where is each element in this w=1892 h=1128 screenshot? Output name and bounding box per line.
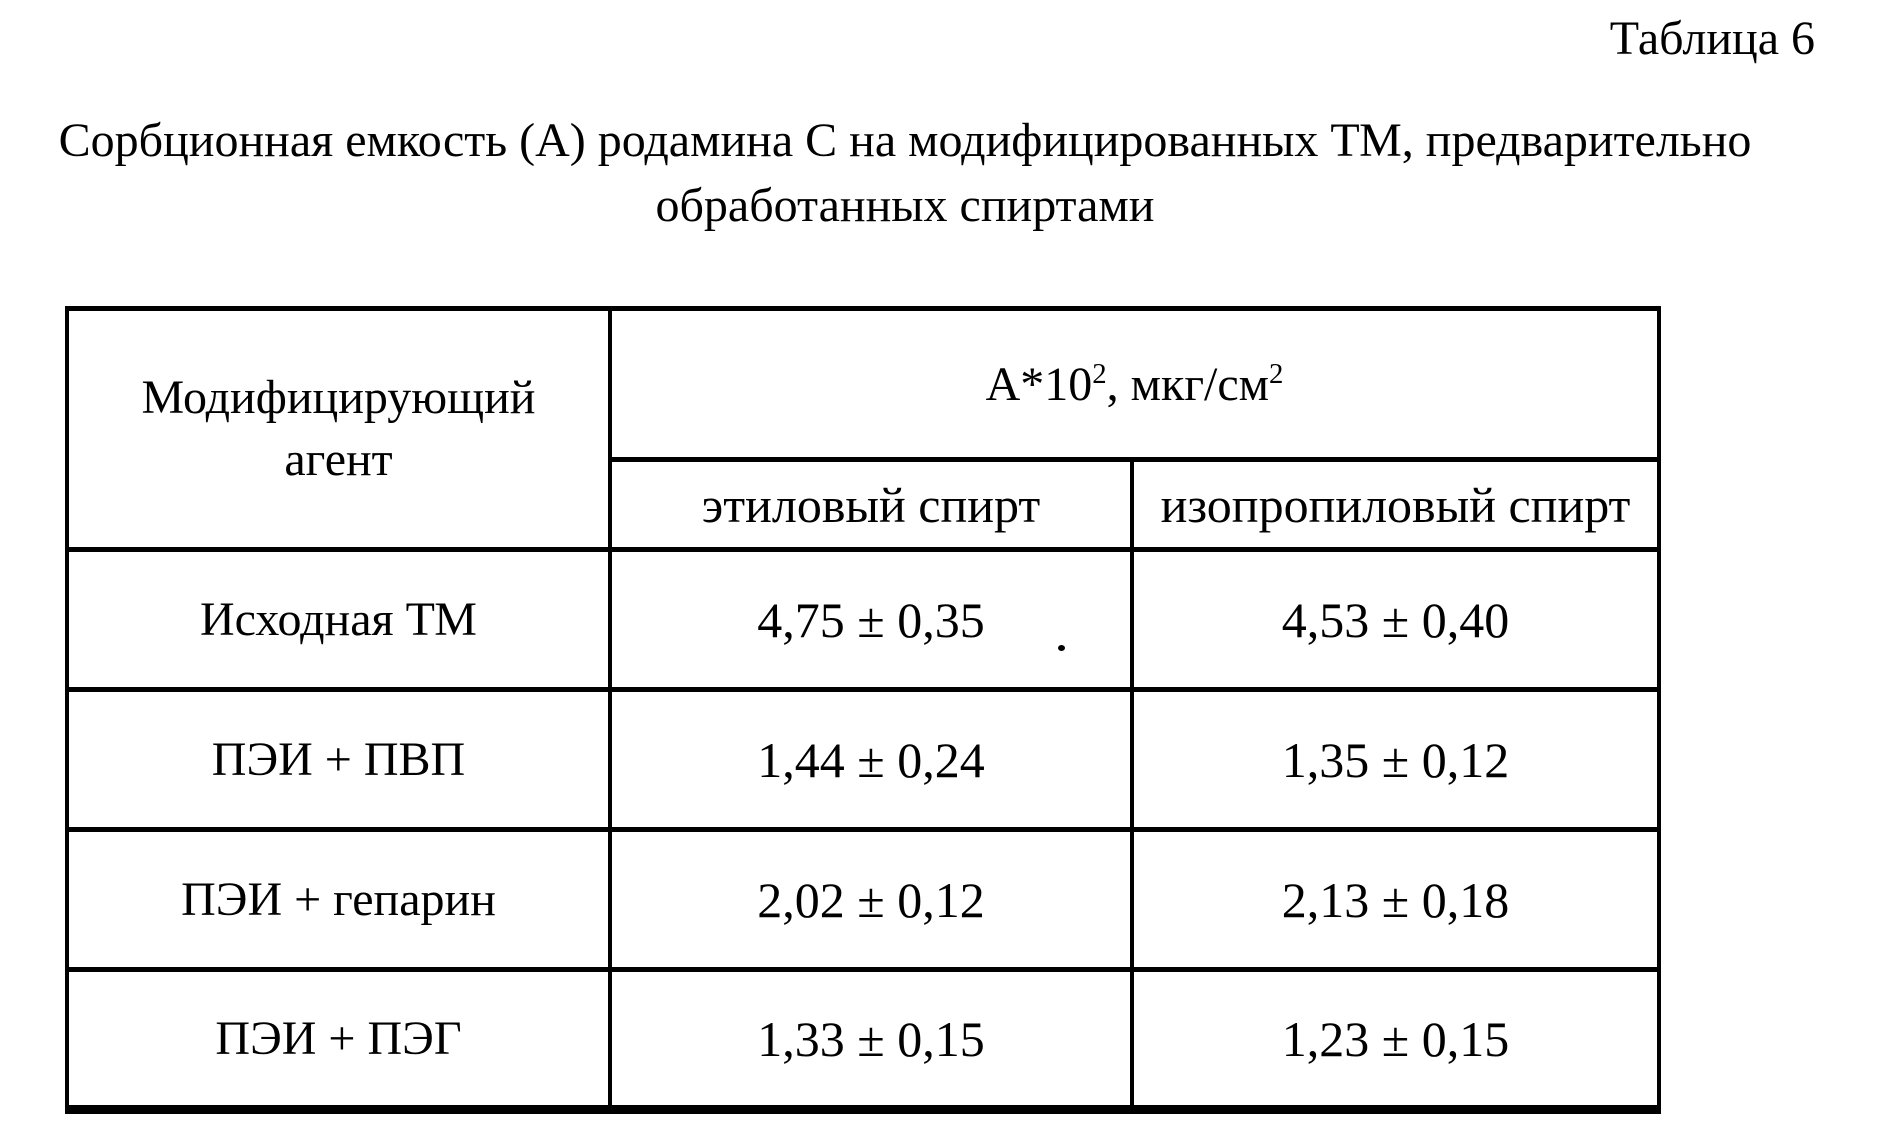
agent-header-line-2: агент — [284, 433, 393, 486]
table-number-label: Таблица 6 — [1609, 12, 1815, 65]
column-header-isopropyl-alcohol: изопропиловый спирт — [1132, 460, 1659, 550]
agent-cell: Исходная ТМ — [67, 550, 610, 690]
caption-line-1: Сорбционная емкость (А) родамина С на модифицированных ТМ, предварительно — [58, 114, 1752, 167]
table-row — [67, 970, 1659, 1110]
group-header-superscript-2: 2 — [1269, 357, 1284, 390]
agent-cell: ПЭИ + ПВП — [67, 690, 610, 830]
ethanol-value-cell: 2,02 ± 0,12 — [610, 830, 1132, 970]
group-header-superscript-1: 2 — [1092, 357, 1107, 390]
column-header-modifying-agent — [67, 309, 610, 550]
column-header-ethyl-alcohol: этиловый спирт — [610, 460, 1132, 550]
table-caption — [55, 108, 1755, 238]
agent-header-line-1: Модифицирующий — [141, 371, 536, 424]
table-row — [67, 550, 1659, 690]
scan-artifact-dot — [1058, 645, 1065, 651]
table-row — [67, 830, 1659, 970]
ethanol-value-cell: 1,44 ± 0,24 — [610, 690, 1132, 830]
group-header-mid: , мкг/см — [1106, 357, 1270, 411]
column-header-capacity-units — [610, 309, 1659, 460]
isopropanol-value-cell: 2,13 ± 0,18 — [1132, 830, 1659, 970]
agent-cell: ПЭИ + ПЭГ — [67, 970, 610, 1110]
ethanol-value-cell: 1,33 ± 0,15 — [610, 970, 1132, 1110]
group-header-base: А*10 — [985, 357, 1093, 411]
caption-line-2: обработанных спиртами — [655, 179, 1155, 232]
ethanol-value-cell: 4,75 ± 0,35 — [610, 550, 1132, 690]
agent-cell: ПЭИ + гепарин — [67, 830, 610, 970]
table-row — [67, 690, 1659, 830]
isopropanol-value-cell: 4,53 ± 0,40 — [1132, 550, 1659, 690]
isopropanol-value-cell: 1,35 ± 0,12 — [1132, 690, 1659, 830]
header-row-group — [67, 309, 1659, 460]
sorption-capacity-table — [65, 306, 1661, 1114]
isopropanol-value-cell: 1,23 ± 0,15 — [1132, 970, 1659, 1110]
